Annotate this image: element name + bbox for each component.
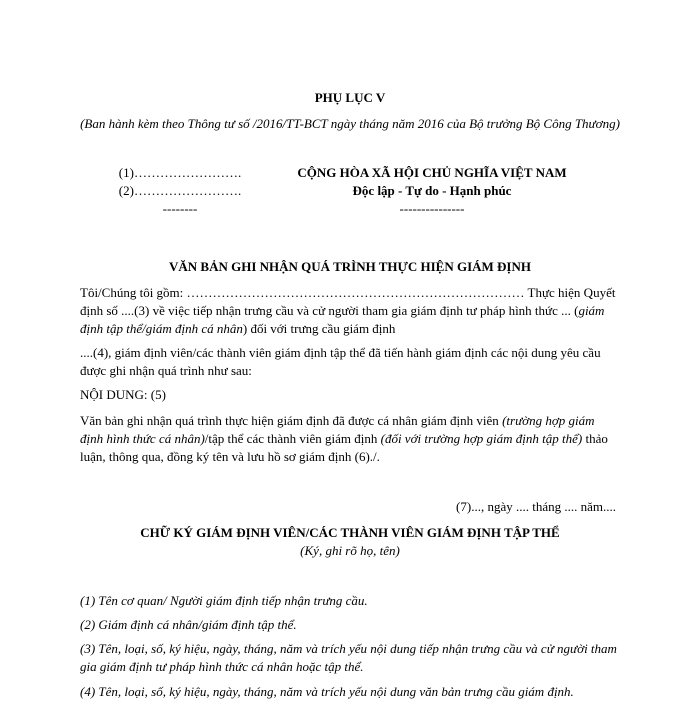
paragraph-conclusion xyxy=(80,412,618,466)
note-2: (2) Giám định cá nhân/giám định tập thể. xyxy=(80,617,297,632)
note-1: (1) Tên cơ quan/ Người giám định tiếp nhận trưng cầu. xyxy=(80,593,368,608)
paragraph-content-label: NỘI DUNG: (5) xyxy=(80,387,166,402)
header-right-dashes: --------------- xyxy=(399,201,465,216)
note-3: (3) Tên, loại, số, ký hiệu, ngày, tháng, năm và trích yếu nội dung tiếp nhận trưng cầu và cử người tham gia giám định tư pháp hình thức cá nhân hoặc tập thể. xyxy=(80,641,617,674)
paragraph-conclusion-text-b: /tập thể các thành viên giám định xyxy=(204,431,381,446)
header-left-line2: (2)……………………. xyxy=(118,183,242,198)
paragraph-conclusion-italic-b: (đối với trường hợp giám định tập thể) xyxy=(380,431,583,446)
header-left-dashes: -------- xyxy=(162,201,198,216)
paragraph-conclusion-italic-a: (trường hợp giám định hình thức cá nhân) xyxy=(80,413,595,446)
national-title: CỘNG HÒA XÃ HỘI CHỦ NGHĨA VIỆT NAM xyxy=(297,165,567,180)
appendix-subtitle: (Ban hành kèm theo Thông tư số /2016/TT-BCT ngày tháng năm 2016 của Bộ trưởng Bộ Công Thương) xyxy=(80,116,620,131)
paragraph-conclusion-text-c: thảo luận, thông qua, đồng ký tên và lưu hồ sơ giám định (6)./. xyxy=(80,431,608,464)
appendix-title: PHỤ LỤC V xyxy=(314,90,386,105)
document-title: VĂN BẢN GHI NHẬN QUÁ TRÌNH THỰC HIỆN GIÁM ĐỊNH xyxy=(169,259,531,274)
paragraph-conclusion-text-a: Văn bản ghi nhận quá trình thực hiện giám định đã được cá nhân giám định viên xyxy=(80,413,503,428)
paragraph-members xyxy=(80,284,618,338)
note-4: (4) Tên, loại, số, ký hiệu, ngày, tháng, năm và trích yếu nội dung văn bản trưng cầu giám định. xyxy=(80,684,574,699)
paragraph-members-italic: giám định tập thể/giám định cá nhân xyxy=(80,303,605,336)
national-motto: Độc lập - Tự do - Hạnh phúc xyxy=(352,183,512,198)
date-line: (7)..., ngày .... tháng .... năm.... xyxy=(456,499,616,514)
paragraph-members-text-a: Tôi/Chúng tôi gồm: …………………………………………………………………… Thực hiện Quyết định số ....(3) về việc tiếp nhận trưng cầu và cử người tham gia giám định tư pháp hình thức ... ( xyxy=(80,285,616,318)
paragraph-members-text-b: ) đối với trưng cầu giám định xyxy=(242,321,396,336)
paragraph-process: ....(4), giám định viên/các thành viên giám định tập thể đã tiến hành giám định các nội dung yêu cầu được ghi nhận quá trình như sau: xyxy=(80,345,601,378)
signature-subtitle: (Ký, ghi rõ họ, tên) xyxy=(300,543,400,558)
signature-title: CHỮ KÝ GIÁM ĐỊNH VIÊN/CÁC THÀNH VIÊN GIÁM ĐỊNH TẬP THỂ xyxy=(140,525,560,540)
header-left-line1: (1)……………………. xyxy=(118,165,242,180)
